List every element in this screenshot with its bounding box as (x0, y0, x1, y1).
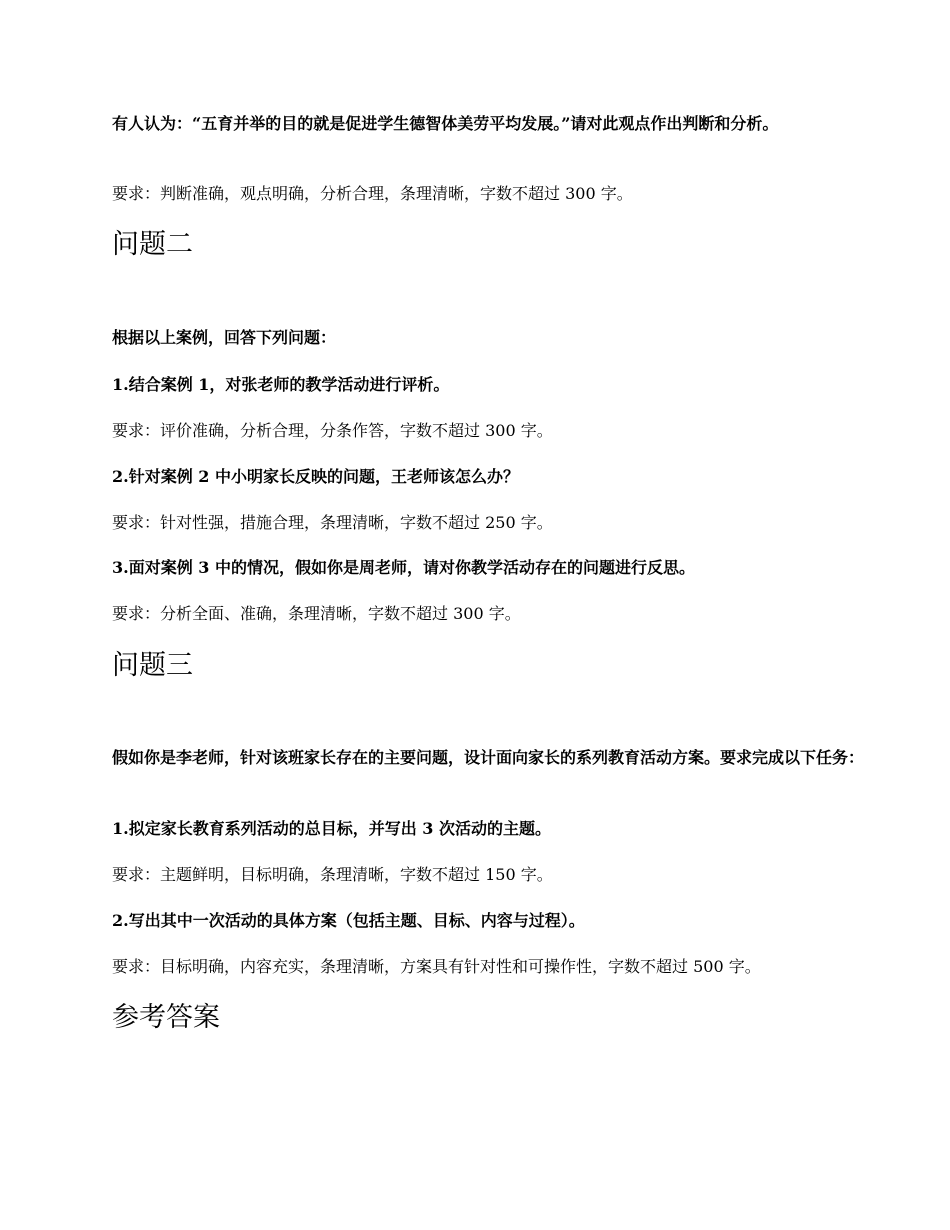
section-2-item-3-prompt: 3.面对案例 3 中的情况，假如你是周老师，请对你教学活动存在的问题进行反思。 (112, 558, 695, 577)
section-3-intro: 假如你是李老师，针对该班家长存在的主要问题，设计面向家长的系列教育活动方案。要求完成以下任务： (112, 748, 865, 767)
section-2-item-2-requirement: 要求：针对性强，措施合理，条理清晰，字数不超过 250 字。 (112, 513, 553, 532)
section-heading-question-3: 问题三 (112, 650, 193, 681)
section-2-intro: 根据以上案例，回答下列问题： (112, 328, 337, 347)
section-3-item-1-requirement: 要求：主题鲜明，目标明确，条理清晰，字数不超过 150 字。 (112, 865, 553, 884)
section-2-item-2-prompt: 2.针对案例 2 中小明家长反映的问题，王老师该怎么办？ (112, 467, 519, 486)
section-heading-question-2: 问题二 (112, 229, 193, 260)
section-2-item-3-requirement: 要求：分析全面、准确，条理清晰，字数不超过 300 字。 (112, 604, 521, 623)
section-2-item-1-prompt: 1.结合案例 1，对张老师的教学活动进行评析。 (112, 375, 450, 394)
section-3-item-1-prompt: 1.拟定家长教育系列活动的总目标，并写出 3 次活动的主题。 (112, 819, 551, 838)
question-1-requirement: 要求：判断准确，观点明确，分析合理，条理清晰，字数不超过 300 字。 (112, 184, 633, 203)
section-3-item-2-requirement: 要求：目标明确，内容充实，条理清晰，方案具有针对性和可操作性，字数不超过 500 字。 (112, 957, 761, 976)
section-2-item-1-requirement: 要求：评价准确，分析合理，分条作答，字数不超过 300 字。 (112, 421, 553, 440)
section-3-item-2-prompt: 2.写出其中一次活动的具体方案（包括主题、目标、内容与过程）。 (112, 911, 585, 930)
section-heading-reference-answer: 参考答案 (112, 1002, 220, 1033)
question-1-prompt: 有人认为：“五育并举的目的就是促进学生德智体美劳平均发展。”请对此观点作出判断和分析。 (112, 114, 779, 133)
